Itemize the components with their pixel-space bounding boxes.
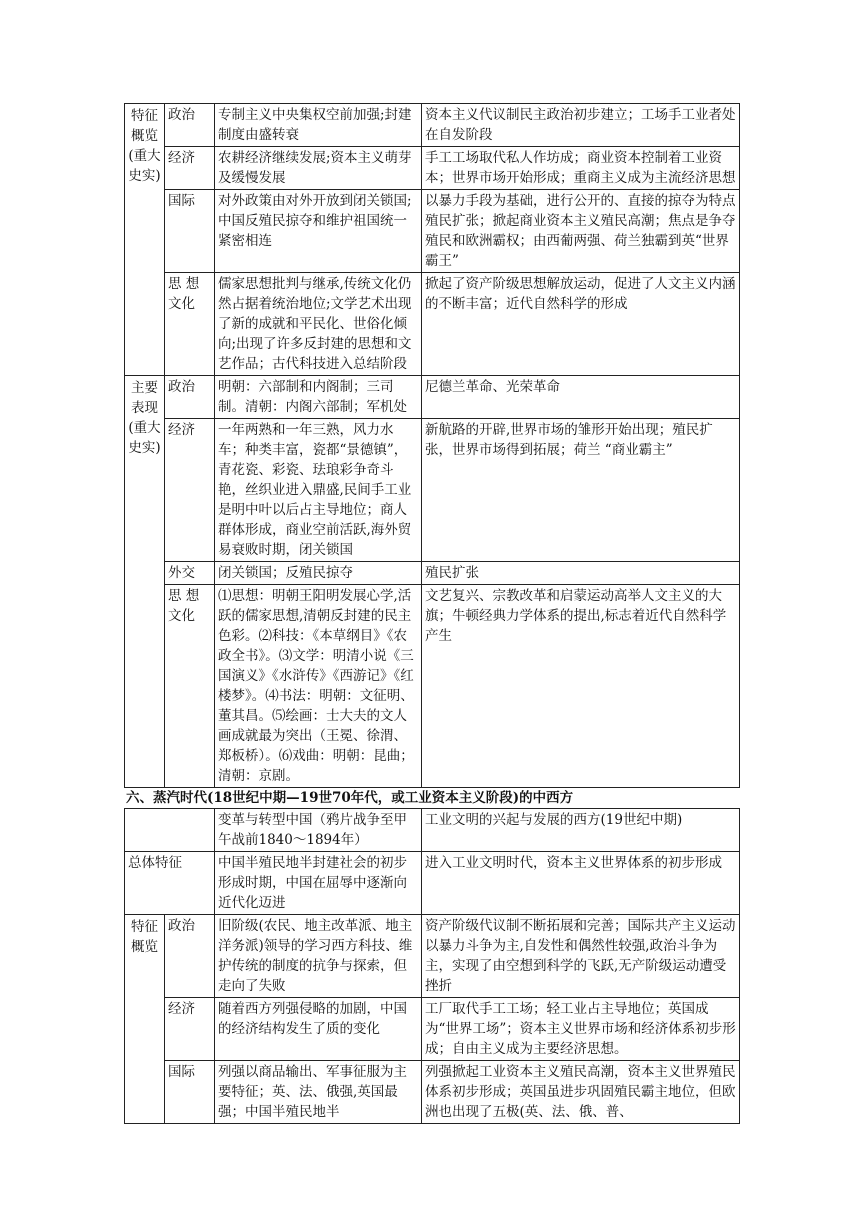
document-page	[124, 103, 739, 1124]
china-cell: 儒家思想批判与继承,传统文化仍然占据着统治地位;文学艺术出现了新的成就和平民化、世俗化倾向;出现了许多反封建的思想和文艺作品；古代科技进入总结阶段	[215, 273, 422, 376]
west-cell: 文艺复兴、宗教改革和启蒙运动高举人文主义的大旗；牛顿经典力学体系的提出,标志着近代自然科学产生	[422, 585, 740, 788]
category-cell: 政治	[165, 104, 215, 147]
category-cell: 经济	[165, 998, 215, 1061]
china-cell: 旧阶级(农民、地主改革派、地主洋务派)领导的学习西方科技、维护传统的制度的抗争与探索，但走向了失败	[215, 915, 422, 998]
table-row	[125, 104, 740, 147]
china-header: 变革与转型中国（鸦片战争至甲午战前1840～1894年）	[215, 809, 422, 852]
table-row	[125, 376, 740, 419]
west-cell: 以暴力手段为基础，进行公开的、直接的掠夺为特点殖民扩张；掀起商业资本主义殖民高潮；焦点是争夺殖民和欧洲霸权；由西葡两强、荷兰独霸到英“世界霸王”	[422, 190, 740, 273]
table-row	[125, 998, 740, 1061]
china-cell: ⑴思想：明朝王阳明发展心学,活跃的儒家思想,清朝反封建的民主色彩。⑵科技：《本草纲目》《农政全书》。⑶文学：明清小说《三国演义》《水浒传》《西游记》《红楼梦》。⑷书法：明朝：文征明、董其昌。⑸绘画：士大夫的文人画成就最为突出（王冕、徐渭、郑板桥）。⑹戏曲：明朝：昆曲；清朝：京剧。	[215, 585, 422, 788]
china-cell: 闭关锁国；反殖民掠夺	[215, 562, 422, 585]
overall-label: 总体特征	[125, 852, 215, 915]
west-cell: 殖民扩张	[422, 562, 740, 585]
category-cell: 外交	[165, 562, 215, 585]
category-cell: 思 想文化	[165, 585, 215, 788]
china-cell: 专制主义中央集权空前加强;封建制度由盛转衰	[215, 104, 422, 147]
section-heading: 六、蒸汽时代(18世纪中期—19世70年代，或工业资本主义阶段)的中西方	[126, 790, 574, 806]
table-row	[125, 419, 740, 562]
group-label: 特征概览(重大史实)	[125, 104, 165, 376]
category-cell: 经济	[165, 419, 215, 562]
china-cell: 明朝：六部制和内阁制；三司制。清朝：内阁六部制；军机处	[215, 376, 422, 419]
category-cell: 政治	[165, 915, 215, 998]
table-row	[125, 585, 740, 788]
table-row	[125, 147, 740, 190]
empty-header-cell	[125, 809, 215, 852]
china-cell: 一年两熟和一年三熟，风力水车；种类丰富，瓷都“景德镇”，青花瓷、彩瓷、珐琅彩争奇斗艳，丝织业进入鼎盛,民间手工业是明中叶以后占主导地位；商人群体形成，商业空前活跃,海外贸易衰败时期，闭关锁国	[215, 419, 422, 562]
comparison-table-2	[124, 808, 740, 1124]
comparison-table-1	[124, 103, 740, 788]
category-cell: 经济	[165, 147, 215, 190]
west-cell: 掀起了资产阶级思想解放运动，促进了人文主义内涵的不断丰富；近代自然科学的形成	[422, 273, 740, 376]
west-cell: 资本主义代议制民主政治初步建立；工场手工业者处在自发阶段	[422, 104, 740, 147]
china-cell: 随着西方列强侵略的加剧，中国的经济结构发生了质的变化	[215, 998, 422, 1061]
category-cell: 思 想文化	[165, 273, 215, 376]
table-row	[125, 273, 740, 376]
west-cell: 手工工场取代私人作坊成；商业资本控制着工业资本；世界市场开始形成；重商主义成为主流经济思想	[422, 147, 740, 190]
table-row	[125, 1061, 740, 1124]
china-cell: 中国半殖民地半封建社会的初步形成时期，中国在屈辱中逐渐向近代化迈进	[215, 852, 422, 915]
west-cell: 尼德兰革命、光荣革命	[422, 376, 740, 419]
category-cell: 国际	[165, 1061, 215, 1124]
group-label: 特征概览	[125, 915, 165, 1124]
west-cell: 资产阶级代议制不断拓展和完善；国际共产主义运动以暴力斗争为主,自发性和偶然性较强,政治斗争为主，实现了由空想到科学的飞跃,无产阶级运动遭受挫折	[422, 915, 740, 998]
west-cell: 列强掀起工业资本主义殖民高潮，资本主义世界殖民体系初步形成；英国虽进步巩固殖民霸主地位，但欧洲也出现了五极(英、法、俄、普、	[422, 1061, 740, 1124]
category-cell: 国际	[165, 190, 215, 273]
table-row	[125, 190, 740, 273]
west-cell: 工厂取代手工工场；轻工业占主导地位；英国成为“世界工场”；资本主义世界市场和经济体系初步形成；自由主义成为主要经济思想。	[422, 998, 740, 1061]
china-cell: 农耕经济继续发展;资本主义萌芽及缓慢发展	[215, 147, 422, 190]
china-cell: 列强以商品输出、军事征服为主要特征；英、法、俄强,英国最强；中国半殖民地半	[215, 1061, 422, 1124]
table-row	[125, 562, 740, 585]
table-header-row	[125, 809, 740, 852]
table-row	[125, 852, 740, 915]
west-cell: 进入工业文明时代，资本主义世界体系的初步形成	[422, 852, 740, 915]
category-cell: 政治	[165, 376, 215, 419]
group-label: 主要表现(重大史实)	[125, 376, 165, 788]
china-cell: 对外政策由对外开放到闭关锁国;中国反殖民掠夺和维护祖国统一紧密相连	[215, 190, 422, 273]
west-header: 工业文明的兴起与发展的西方(19世纪中期)	[422, 809, 740, 852]
table-row	[125, 915, 740, 998]
west-cell: 新航路的开辟,世界市场的雏形开始出现；殖民扩张，世界市场得到拓展；荷兰 “商业霸主”	[422, 419, 740, 562]
